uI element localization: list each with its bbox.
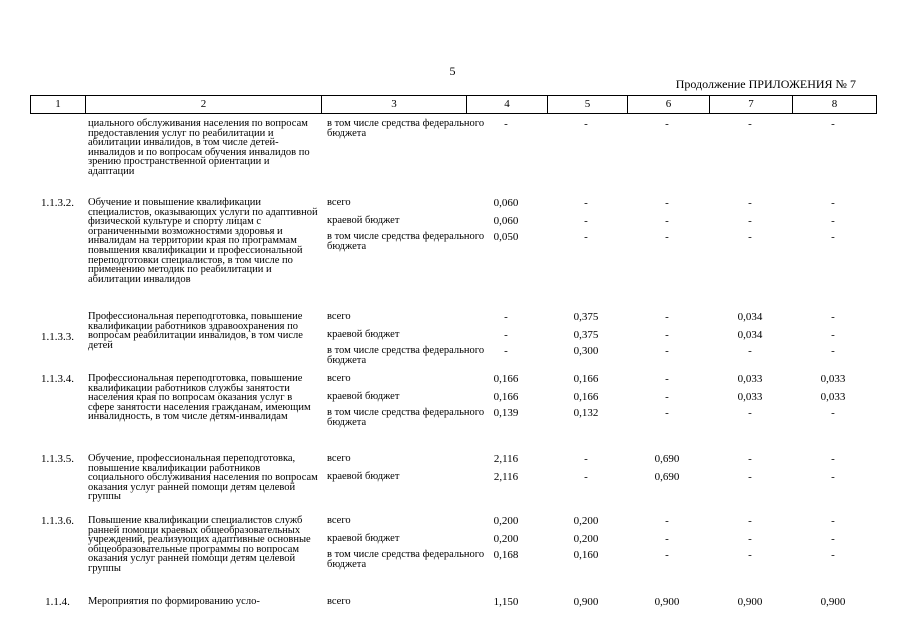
row-number: 1.1.3.6. bbox=[41, 515, 74, 527]
value-col-8: - bbox=[831, 118, 835, 130]
funding-line bbox=[30, 198, 877, 212]
value-col-5: 0,132 bbox=[573, 407, 599, 419]
row-description: Профессиональная переподготовка, повышение квалификации работников службы занятости населения края по вопросам оказания услуг в сфере занятости населения гражданам, имеющим инвалидность, в том числе детям-инвалидам bbox=[88, 373, 311, 423]
value-col-5: - bbox=[584, 197, 588, 209]
value-col-8: - bbox=[831, 407, 835, 419]
continuation-label: Продолжение ПРИЛОЖЕНИЯ № 7 bbox=[675, 77, 856, 91]
value-col-8: - bbox=[831, 533, 835, 545]
row-description: Профессиональная переподготовка, повышение квалификации работников здравоохранения по вопросам реабилитации инвалидов, в том числе детей bbox=[88, 311, 303, 351]
value-col-7: - bbox=[748, 345, 752, 357]
value-col-4: 0,050 bbox=[493, 231, 519, 243]
value-col-6: - bbox=[665, 533, 669, 545]
funding-line bbox=[30, 549, 877, 570]
value-col-5: - bbox=[584, 118, 588, 130]
value-col-5: 0,160 bbox=[573, 549, 599, 561]
value-col-7: - bbox=[748, 471, 752, 483]
header-col-3: 3 bbox=[322, 96, 467, 113]
table-row bbox=[30, 312, 877, 367]
value-col-6: - bbox=[665, 373, 669, 385]
value-col-7: 0,900 bbox=[737, 596, 763, 608]
row-description: Обучение и повышение квалификации специалистов, оказывающих услуги по адаптивной физической культуре и спорту лицам с ограниченными возможностями здоровья и инвалидам на территории края по программам повышения квалификации и профессиональной переподготовки специалистов, в том числе по применению методик по реабилитации и абилитации инвалидов bbox=[88, 197, 318, 285]
value-col-8: 0,033 bbox=[820, 373, 846, 385]
value-col-4: 2,116 bbox=[493, 471, 519, 483]
funding-line bbox=[30, 345, 877, 366]
funding-line bbox=[30, 330, 877, 344]
value-col-6: 0,690 bbox=[654, 453, 680, 465]
page-number: 5 bbox=[449, 64, 456, 78]
row-number: 1.1.3.3. bbox=[41, 331, 74, 343]
value-col-7: 0,034 bbox=[737, 329, 763, 341]
funding-line bbox=[30, 454, 877, 468]
value-col-8: - bbox=[831, 345, 835, 357]
value-col-6: - bbox=[665, 231, 669, 243]
value-col-8: 0,033 bbox=[820, 391, 846, 403]
funding-source: краевой бюджет bbox=[327, 215, 400, 226]
row-description: Мероприятия по формированию усло- bbox=[88, 596, 260, 607]
value-col-4: 0,060 bbox=[493, 197, 519, 209]
value-col-7: - bbox=[748, 118, 752, 130]
value-col-5: 0,200 bbox=[573, 515, 599, 527]
table-row bbox=[30, 454, 877, 509]
funding-source: в том числе средства федерального бюджета bbox=[327, 407, 485, 428]
table-row bbox=[30, 374, 877, 449]
value-col-4: 0,200 bbox=[493, 533, 519, 545]
funding-source: краевой бюджет bbox=[327, 471, 400, 482]
value-col-5: 0,900 bbox=[573, 596, 599, 608]
funding-source: всего bbox=[327, 596, 351, 607]
value-col-7: - bbox=[748, 549, 752, 561]
value-col-6: - bbox=[665, 118, 669, 130]
value-col-4: 0,139 bbox=[493, 407, 519, 419]
value-col-4: 0,166 bbox=[493, 373, 519, 385]
value-col-7: - bbox=[748, 215, 752, 227]
header-col-4: 4 bbox=[467, 96, 548, 113]
row-description: циального обслуживания населения по вопросам предоставления услуг по реабилитации и абилитации инвалидов, в том числе детей-инвалидов и по вопросам обучения инвалидов по зрению пространственной ориентации и адаптации bbox=[88, 118, 310, 177]
funding-line bbox=[30, 597, 877, 611]
value-col-4: 0,166 bbox=[493, 391, 519, 403]
value-col-8: - bbox=[831, 471, 835, 483]
funding-line bbox=[30, 392, 877, 406]
value-col-6: 0,690 bbox=[654, 471, 680, 483]
value-col-6: - bbox=[665, 329, 669, 341]
value-col-8: - bbox=[831, 453, 835, 465]
value-col-8: 0,900 bbox=[820, 596, 846, 608]
row-description: Обучение, профессиональная переподготовка, повышение квалификации работников социального обслуживания населения по вопросам оказания услуг ранней помощи детям целевой группы bbox=[88, 453, 318, 503]
funding-line bbox=[30, 216, 877, 230]
value-col-6: - bbox=[665, 391, 669, 403]
header-col-2: 2 bbox=[86, 96, 322, 113]
value-col-5: - bbox=[584, 471, 588, 483]
value-col-5: 0,375 bbox=[573, 329, 599, 341]
row-number: 1.1.3.2. bbox=[41, 197, 74, 209]
value-col-5: - bbox=[584, 231, 588, 243]
row-number: 1.1.4. bbox=[45, 596, 70, 608]
value-col-5: 0,166 bbox=[573, 373, 599, 385]
value-col-5: 0,166 bbox=[573, 391, 599, 403]
value-col-4: 1,150 bbox=[493, 596, 519, 608]
value-col-4: 0,168 bbox=[493, 549, 519, 561]
value-col-5: - bbox=[584, 215, 588, 227]
value-col-7: - bbox=[748, 197, 752, 209]
value-col-8: - bbox=[831, 231, 835, 243]
value-col-6: - bbox=[665, 345, 669, 357]
value-col-7: - bbox=[748, 515, 752, 527]
value-col-4: - bbox=[504, 311, 508, 323]
value-col-5: 0,300 bbox=[573, 345, 599, 357]
funding-line bbox=[30, 472, 877, 486]
value-col-6: - bbox=[665, 215, 669, 227]
header-col-6: 6 bbox=[628, 96, 710, 113]
value-col-8: - bbox=[831, 215, 835, 227]
value-col-7: 0,033 bbox=[737, 391, 763, 403]
funding-source: в том числе средства федерального бюджета bbox=[327, 231, 485, 252]
value-col-5: 0,200 bbox=[573, 533, 599, 545]
funding-source: всего bbox=[327, 515, 351, 526]
funding-line bbox=[30, 407, 877, 428]
value-col-7: - bbox=[748, 453, 752, 465]
funding-source: в том числе средства федерального бюджета bbox=[327, 345, 485, 366]
table-row bbox=[30, 119, 877, 194]
funding-source: в том числе средства федерального бюджета bbox=[327, 118, 485, 139]
value-col-6: - bbox=[665, 549, 669, 561]
value-col-7: - bbox=[748, 407, 752, 419]
funding-line bbox=[30, 516, 877, 530]
table-header bbox=[30, 95, 877, 114]
value-col-7: - bbox=[748, 231, 752, 243]
funding-line bbox=[30, 118, 877, 139]
header-col-7: 7 bbox=[710, 96, 793, 113]
funding-source: всего bbox=[327, 197, 351, 208]
row-description: Повышение квалификации специалистов служб ранней помощи краевых общеобразовательных учреждений, реализующих адаптивные основные общеобразовательные программы по вопросам оказания услуг ранней помощи детям целевой группы bbox=[88, 515, 311, 574]
value-col-6: - bbox=[665, 197, 669, 209]
funding-source: краевой бюджет bbox=[327, 391, 400, 402]
value-col-8: - bbox=[831, 329, 835, 341]
funding-source: всего bbox=[327, 373, 351, 384]
funding-line bbox=[30, 374, 877, 388]
row-number: 1.1.3.5. bbox=[41, 453, 74, 465]
value-col-8: - bbox=[831, 311, 835, 323]
table-row bbox=[30, 516, 877, 591]
value-col-4: - bbox=[504, 118, 508, 130]
value-col-6: - bbox=[665, 515, 669, 527]
value-col-8: - bbox=[831, 549, 835, 561]
table-row bbox=[30, 597, 877, 612]
header-col-1: 1 bbox=[31, 96, 86, 113]
funding-source: краевой бюджет bbox=[327, 329, 400, 340]
funding-line bbox=[30, 534, 877, 548]
value-col-4: 0,200 bbox=[493, 515, 519, 527]
value-col-7: 0,034 bbox=[737, 311, 763, 323]
value-col-6: - bbox=[665, 311, 669, 323]
value-col-8: - bbox=[831, 515, 835, 527]
table-row bbox=[30, 198, 877, 303]
funding-line bbox=[30, 231, 877, 252]
value-col-8: - bbox=[831, 197, 835, 209]
value-col-7: - bbox=[748, 533, 752, 545]
value-col-6: - bbox=[665, 407, 669, 419]
header-col-5: 5 bbox=[548, 96, 628, 113]
value-col-4: 2,116 bbox=[493, 453, 519, 465]
funding-line bbox=[30, 312, 877, 326]
value-col-5: - bbox=[584, 453, 588, 465]
funding-source: краевой бюджет bbox=[327, 533, 400, 544]
value-col-6: 0,900 bbox=[654, 596, 680, 608]
funding-source: всего bbox=[327, 453, 351, 464]
row-number: 1.1.3.4. bbox=[41, 373, 74, 385]
value-col-4: - bbox=[504, 329, 508, 341]
value-col-7: 0,033 bbox=[737, 373, 763, 385]
header-col-8: 8 bbox=[831, 98, 838, 110]
value-col-5: 0,375 bbox=[573, 311, 599, 323]
funding-source: всего bbox=[327, 311, 351, 322]
funding-source: в том числе средства федерального бюджета bbox=[327, 549, 485, 570]
value-col-4: 0,060 bbox=[493, 215, 519, 227]
value-col-4: - bbox=[504, 345, 508, 357]
